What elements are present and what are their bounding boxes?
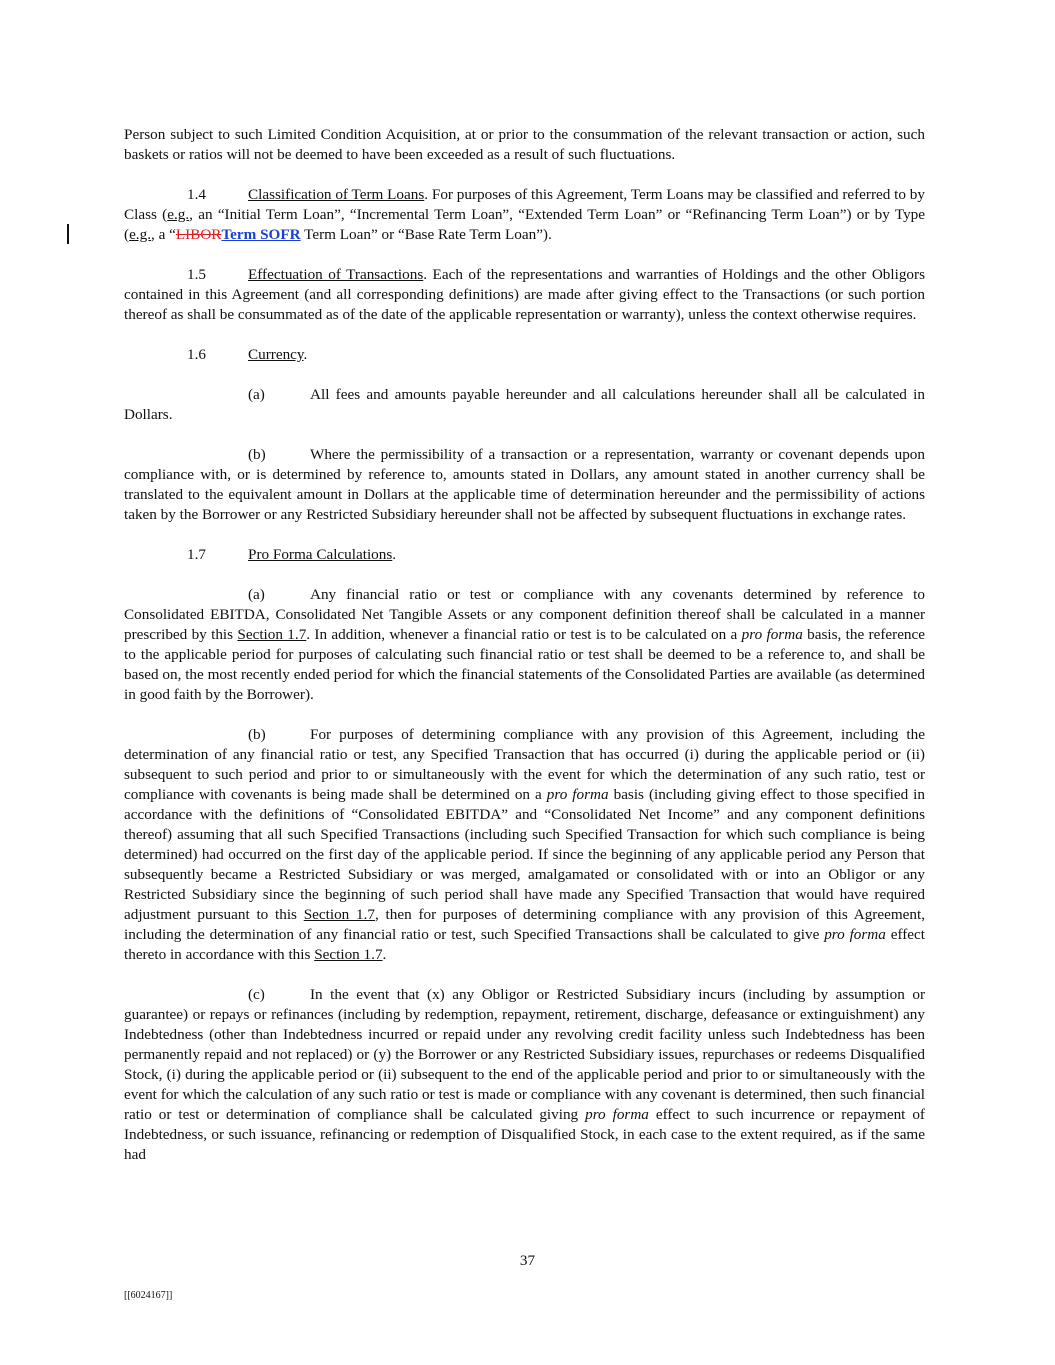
section-reference: Section 1.7 — [314, 946, 383, 963]
section-number: 1.6 — [187, 346, 206, 363]
section-heading: Currency — [248, 346, 304, 363]
section-1-7: 1.7 Pro Forma Calculations. — [124, 545, 925, 565]
section-heading: Effectuation of Transactions — [248, 266, 424, 283]
document-body — [124, 125, 925, 1165]
clause-label: (b) — [248, 446, 266, 463]
clause-1-6-b: (b) Where the permissibility of a transaction or a representation, warranty or covenant depends upon compliance with, or is determined by reference to, amounts stated in Dollars, any amount stated in another currency shall be translated to the equivalent amount in Dollars at the applicable time of determination hereunder and the permissibility of actions taken by the Borrower or any Restricted Subsidiary hereunder shall not be affected by subsequent fluctuations in exchange rates. — [124, 446, 925, 523]
section-1-6: 1.6 Currency. — [124, 345, 925, 365]
clause-label: (a) — [248, 386, 265, 403]
section-number: 1.5 — [187, 266, 206, 283]
revision-change-bar — [67, 224, 69, 244]
section-reference: Section 1.7 — [237, 626, 307, 643]
clause-1-7-c: (c) In the event that (x) any Obligor or Restricted Subsidiary incurs (including by assumption or guarantee) or repays or refinances (including by redemption, repayment, retirement, discharge, defeasance or extinguishment) any Indebtedness (other than Indebtedness incurred or repaid under any revolving credit facility unless such Indebtedness has been permanently repaid and not replaced) or (y) the Borrower or any Restricted Subsidiary issues, repurchases or redeems Disqualified Stock, (i) during the applicable period or (ii) subsequent to the end of the applicable period and prior to or simultaneously with the event for which the calculation of any such ratio or test is made or compliance with any covenant is determined, then such financial ratio or test or determination of compliance shall be calculated giving pro forma effect to such incurrence or repayment of Indebtedness, or such issuance, refinancing or redemption of Disqualified Stock, in each case to the extent required, as if the same had — [124, 986, 925, 1163]
section-1-4: 1.4 Classification of Term Loans. For purposes of this Agreement, Term Loans may be classified and referred to by Class (e.g., an “Initial Term Loan”, “Incremental Term Loan”, “Extended Term Loan” or “Refinancing Term Loan”) or by Type (e.g., a “LIBORTerm SOFR Term Loan” or “Base Rate Term Loan”). — [124, 186, 925, 243]
section-heading: Pro Forma Calculations — [248, 546, 393, 563]
inserted-text: Term SOFR — [221, 226, 301, 243]
clause-label: (c) — [248, 986, 265, 1003]
clause-1-6-a: (a) All fees and amounts payable hereunder and all calculations hereunder shall all be calculated in Dollars. — [124, 386, 925, 423]
section-number: 1.7 — [187, 546, 206, 563]
clause-label: (b) — [248, 726, 266, 743]
clause-1-7-b: (b) For purposes of determining compliance with any provision of this Agreement, including the determination of any financial ratio or test, any Specified Transaction that has occurred (i) during the applicable period or (ii) subsequent to such period and prior to or simultaneously with the event for which the determination of any such ratio, test or compliance with covenants is being made shall be determined on a pro forma basis (including giving effect to those specified in accordance with the definitions of “Consolidated EBITDA” and “Consolidated Net Income” and any component definitions thereof) assuming that all such Specified Transactions (including such Specified Transaction for which such compliance is being determined) had occurred on the first day of the applicable period. If since the beginning of any applicable period any Person that subsequently became a Restricted Subsidiary or was merged, amalgamated or consolidated with or into an Obligor or any Restricted Subsidiary since the beginning of such period shall have made any Specified Transaction that would have required adjustment pursuant to this Section 1.7, then for purposes of determining compliance with any provision of this Agreement, including the determination of any financial ratio or test, such Specified Transactions shall be calculated to give pro forma effect thereto in accordance with this Section 1.7. — [124, 726, 926, 963]
intro-paragraph: Person subject to such Limited Condition Acquisition, at or prior to the consummation of the relevant transaction or action, such baskets or ratios will not be deemed to have been exceeded as a result of such fluctuations. — [124, 126, 925, 163]
document-id-footer: [[6024167]] — [124, 1290, 173, 1301]
section-number: 1.4 — [187, 186, 206, 203]
page-number: 37 — [519, 1252, 536, 1269]
deleted-text: LIBOR — [175, 226, 222, 243]
section-reference: Section 1.7 — [303, 906, 375, 923]
section-1-5: 1.5 Effectuation of Transactions. Each of the representations and warranties of Holdings and the other Obligors contained in this Agreement (and all corresponding definitions) are made after giving effect to the Transactions (or such portion thereof as shall be consummated as of the date of the applicable representation or warranty), unless the context otherwise requires. — [124, 266, 925, 323]
clause-label: (a) — [248, 586, 265, 603]
clause-1-7-a: (a) Any financial ratio or test or compliance with any covenants determined by reference to Consolidated EBITDA, Consolidated Net Tangible Assets or any component definition thereof shall be calculated in a manner prescribed by this Section 1.7. In addition, whenever a financial ratio or test is to be calculated on a pro forma basis, the reference to the applicable period for purposes of calculating such financial ratio or test shall be deemed to be a reference to, and shall be based on, the most recently ended period for which the financial statements of the Consolidated Parties are available (as determined in good faith by the Borrower). — [124, 586, 926, 703]
section-heading: Classification of Term Loans — [248, 186, 425, 203]
